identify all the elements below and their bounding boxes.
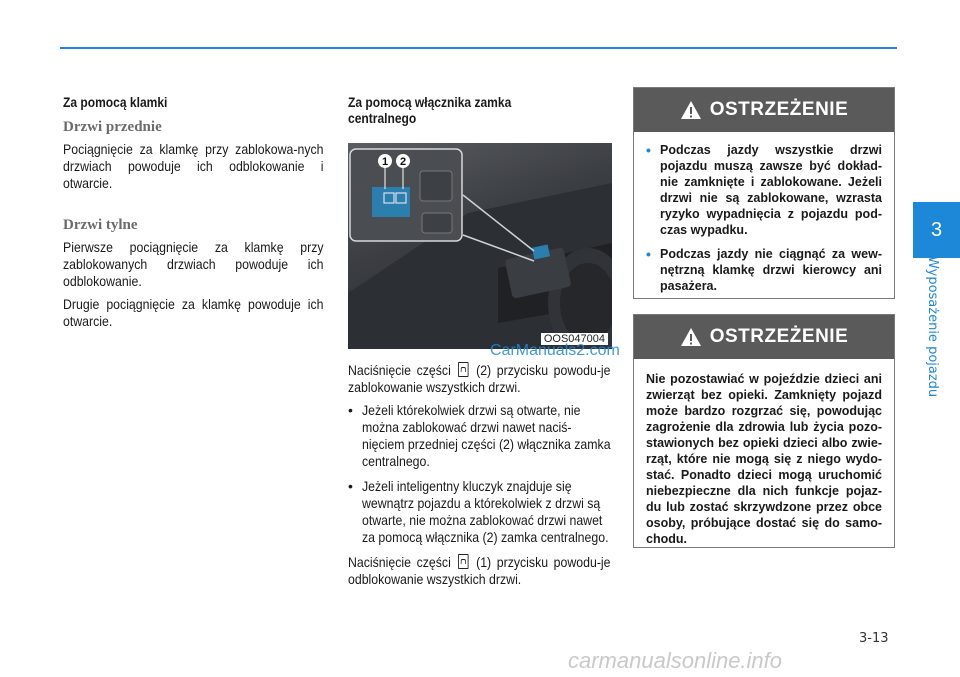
list-item: • Podczas jazdy nie ciągnąć za wew-nętrzną klamkę drzwi kierowcy ani pasażera. — [646, 246, 882, 293]
chapter-tab — [913, 202, 960, 258]
figure-code: OOS047004 — [541, 333, 608, 345]
warning-title: OSTRZEŻENIE — [709, 326, 849, 347]
front-doors-text: Pociągnięcie za klamkę przy zablokowa-nych drzwiach powoduje ich odblokowanie i otwarcie. — [63, 141, 324, 191]
central-lock-switch — [372, 187, 410, 217]
warning-body — [634, 132, 894, 314]
warning-box-doors — [633, 87, 895, 299]
warning-list — [646, 142, 882, 294]
watermark-text: CarManuals2.com — [490, 342, 620, 359]
top-rule — [60, 47, 897, 49]
door-switch-photo — [348, 143, 612, 349]
subheading-rear-doors: Drzwi tylne — [63, 217, 138, 233]
warning-triangle-icon — [680, 100, 702, 120]
rear-doors-text-1: Pierwsze pociągnięcie za klamkę przy zablokowanych drzwiach powoduje ich odblokowanie. — [63, 239, 324, 289]
warning-header — [634, 315, 894, 359]
warning-text: Nie pozostawiać w pojeździe dzieci ani zwierząt bez opieki. Zamknięty pojazd może bardzo rozgrzać się, powodując zagrożenie dla zdrowia lub życia pozo-stawionych bez opieki dzieci albo zwie-rząt, które nie mogą się z niego wydo-stać. Ponadto dzieci mogą uruchomić niebezpieczne dla nich funkcje pojaz-du lub zostać skrzywdzone przez obce osoby, próbujące dostać się do samo-chodu. — [646, 372, 882, 546]
unlock-icon — [458, 554, 469, 569]
footer-watermark: carmanualsonline.info — [568, 648, 783, 673]
bullet-icon: • — [348, 478, 353, 494]
rear-doors-text-2: Drugie pociągnięcie za klamkę powoduje ich otwarcie. — [63, 296, 324, 329]
section-heading-handle: Za pomocą klamki — [63, 94, 168, 110]
section-central-lock — [348, 94, 620, 587]
page-number: 3-13 — [859, 631, 889, 646]
list-item: • Jeżeli którekolwiek drzwi są otwarte, nie można zablokować drzwi nawet naciś-nięciem przedniej części (2) włącznika zamka centralnego. — [348, 402, 611, 469]
list-item: • Podczas jazdy wszystkie drzwi pojazdu muszą zawsze być dokład-nie zamknięte i zablokowane. Jeżeli drzwi nie są zablokowane, wzrasta ryzyko wypadnięcia z pojazdu pod-czas wypadku. — [646, 142, 882, 237]
central-lock-text — [348, 362, 612, 588]
lock-notes-list — [348, 402, 612, 546]
warning-header — [634, 88, 894, 132]
chapter-label — [925, 256, 945, 401]
list-item: • Jeżeli inteligentny kluczyk znajduje się wewnątrz pojazdu a którekolwiek z drzwi są otwarte, nie można zablokować drzwi nawet za pomocą włącznika (2) zamka centralnego. — [348, 478, 609, 545]
section-door-handle — [63, 94, 325, 330]
bullet-icon: • — [646, 142, 651, 158]
subheading-front-doors: Drzwi przednie — [63, 119, 162, 135]
callout-1: 1 — [381, 156, 389, 168]
bullet-icon: • — [348, 402, 353, 418]
lock-instruction: Naciśnięcie części (2) przycisku powodu-je zablokowanie wszystkich drzwi. — [348, 362, 611, 395]
warning-body — [634, 359, 894, 559]
door-panel-illustration — [348, 143, 612, 349]
section-heading-central-lock: Za pomocą włącznika zamka centralnego — [348, 94, 512, 126]
warning-box-children — [633, 314, 895, 548]
unlock-instruction: Naciśnięcie części (1) przycisku powodu-je odblokowanie wszystkich drzwi. — [348, 554, 611, 587]
warnings-column — [633, 87, 895, 548]
warning-title: OSTRZEŻENIE — [709, 99, 849, 120]
warning-triangle-icon — [680, 327, 702, 347]
chapter-number: 3 — [930, 218, 943, 241]
bullet-icon: • — [646, 246, 651, 262]
callout-2: 2 — [399, 156, 407, 168]
lock-icon — [458, 362, 469, 377]
chapter-title: Wyposażenie pojazdu — [925, 256, 940, 398]
